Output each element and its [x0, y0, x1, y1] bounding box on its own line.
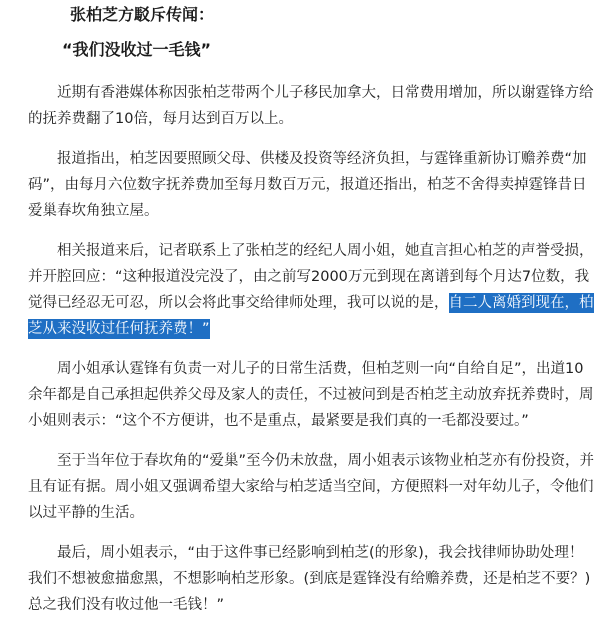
paragraph-5-text: 至于当年位于春坎角的“爱巢”至今仍未放盘，周小姐表示该物业柏芝亦有份投资，并且有证有据。周小姐又强调希望大家给与柏芝适当空间，方便照料一对年幼儿子，令他们以过平静的生活。	[28, 453, 595, 521]
paragraph-6-text: 最后，周小姐表示，“由于这件事已经影响到柏芝(的形象)，我会找律师协助处理！我们不想被愈描愈黑，不想影响柏芝形象。(到底是霆锋没有给赡养费，还是柏芝不要？)总之我们没有收过他一毛钱！”	[28, 545, 591, 613]
paragraph-4-text: 周小姐承认霆锋有负责一对儿子的日常生活费，但柏芝则一向“自给自足”，出道10余年都是自己承担起供养父母及家人的责任，不过被问到是否柏芝主动放弃抚养费时，周小姐则表示：“这个不方便讲，也不是重点，最紧要是我们真的一毛都没要过。”	[28, 361, 594, 429]
paragraph-2	[28, 146, 596, 224]
paragraph-6	[28, 540, 596, 618]
article-body	[28, 80, 596, 632]
paragraph-4	[28, 356, 596, 434]
paragraph-3-text: 相关报道来后，记者联系上了张柏芝的经纪人周小姐，她直言担心柏芝的声誉受损，并开腔回应：“这种报道没完没了，由之前写2000万元到现在离谱到每个月达7位数，我觉得已经忍无可忍，所以会将此事交给律师处理，我可以说的是，	[28, 243, 594, 311]
highlighted-quote: 自二人离婚到现在，柏芝从来没收过任何抚养费！”	[28, 295, 594, 337]
paragraph-5	[28, 448, 596, 526]
headline-line-1: 张柏芝方駁斥传闻：	[70, 5, 215, 24]
paragraph-1-text: 近期有香港媒体称因张柏芝带两个儿子移民加拿大，日常费用增加，所以谢霆锋方给的抚养费翻了10倍，每月达到百万以上。	[28, 85, 594, 127]
paragraph-1	[28, 80, 596, 132]
headline-line-2: “我们没收过一毛钱”	[62, 40, 212, 59]
paragraph-3	[28, 238, 596, 342]
paragraph-2-text: 报道指出，柏芝因要照顾父母、供楼及投资等经济负担，与霆锋重新协订赡养费“加码”，由每月六位数字抚养费加至每月数百万元，报道还指出，柏芝不舍得卖掉霆锋昔日爱巢春坎角独立屋。	[28, 151, 587, 219]
